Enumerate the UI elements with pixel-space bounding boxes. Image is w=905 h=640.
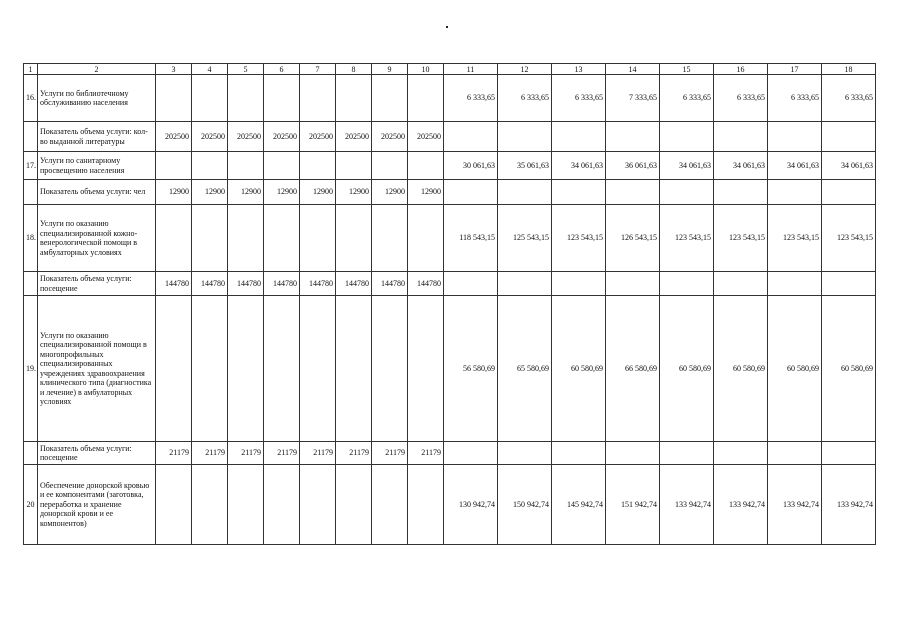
volume-cell <box>408 75 444 122</box>
volume-cell: 202500 <box>228 122 264 152</box>
amount-cell <box>606 272 660 296</box>
amount-cell: 34 061,63 <box>714 152 768 180</box>
header-row <box>24 64 876 75</box>
amount-cell: 118 543,15 <box>444 205 498 272</box>
volume-cell <box>264 205 300 272</box>
volume-cell: 21179 <box>192 442 228 465</box>
volume-cell <box>408 205 444 272</box>
volume-cell: 12900 <box>228 180 264 205</box>
amount-cell <box>822 180 876 205</box>
volume-cell <box>228 296 264 442</box>
amount-cell <box>606 442 660 465</box>
volume-cell: 21179 <box>336 442 372 465</box>
volume-cell <box>300 75 336 122</box>
volume-cell <box>264 75 300 122</box>
volume-cell: 21179 <box>156 442 192 465</box>
volume-cell <box>192 465 228 545</box>
volume-cell <box>336 152 372 180</box>
volume-cell: 202500 <box>300 122 336 152</box>
table-row <box>24 442 876 465</box>
volume-cell <box>408 152 444 180</box>
amount-cell <box>822 442 876 465</box>
amount-cell: 6 333,65 <box>822 75 876 122</box>
service-name-cell: Показатель объема услуги: посещение <box>38 442 156 465</box>
volume-cell: 144780 <box>228 272 264 296</box>
amount-cell: 60 580,69 <box>714 296 768 442</box>
volume-cell <box>156 296 192 442</box>
amount-cell: 36 061,63 <box>606 152 660 180</box>
volume-cell: 12900 <box>300 180 336 205</box>
row-number-cell: 20 <box>24 465 38 545</box>
table-row <box>24 296 876 442</box>
amount-cell: 123 543,15 <box>714 205 768 272</box>
amount-cell <box>552 180 606 205</box>
header-cell: 10 <box>408 64 444 75</box>
amount-cell <box>660 442 714 465</box>
amount-cell <box>714 180 768 205</box>
service-name-cell: Услуги по оказанию специализированной помощи в многопрофильных специализированных учреждениях здравоохранения клинического типа (диагностика и лечение) в амбулаторных условиях <box>38 296 156 442</box>
amount-cell: 123 543,15 <box>660 205 714 272</box>
table-row <box>24 465 876 545</box>
amount-cell: 123 543,15 <box>552 205 606 272</box>
amount-cell: 133 942,74 <box>822 465 876 545</box>
volume-cell <box>192 152 228 180</box>
volume-cell: 144780 <box>372 272 408 296</box>
volume-cell: 21179 <box>408 442 444 465</box>
amount-cell <box>768 122 822 152</box>
amount-cell: 6 333,65 <box>444 75 498 122</box>
amount-cell <box>444 442 498 465</box>
volume-cell <box>408 296 444 442</box>
amount-cell: 60 580,69 <box>768 296 822 442</box>
volume-cell <box>156 465 192 545</box>
amount-cell <box>606 180 660 205</box>
volume-cell <box>372 205 408 272</box>
header-cell: 6 <box>264 64 300 75</box>
header-cell: 15 <box>660 64 714 75</box>
service-name-cell: Показатель объема услуги: кол-во выданной литературы <box>38 122 156 152</box>
header-cell: 1 <box>24 64 38 75</box>
amount-cell: 6 333,65 <box>714 75 768 122</box>
amount-cell <box>606 122 660 152</box>
header-cell: 2 <box>38 64 156 75</box>
volume-cell <box>300 152 336 180</box>
amount-cell: 6 333,65 <box>660 75 714 122</box>
amount-cell <box>768 180 822 205</box>
amount-cell: 56 580,69 <box>444 296 498 442</box>
volume-cell: 12900 <box>264 180 300 205</box>
header-cell: 11 <box>444 64 498 75</box>
volume-cell: 144780 <box>300 272 336 296</box>
volume-cell: 21179 <box>300 442 336 465</box>
amount-cell: 7 333,65 <box>606 75 660 122</box>
volume-cell <box>372 296 408 442</box>
volume-cell: 202500 <box>372 122 408 152</box>
header-cell: 5 <box>228 64 264 75</box>
volume-cell: 21179 <box>372 442 408 465</box>
service-name-cell: Показатель объема услуги: чел <box>38 180 156 205</box>
amount-cell: 34 061,63 <box>822 152 876 180</box>
header-cell: 12 <box>498 64 552 75</box>
amount-cell: 34 061,63 <box>660 152 714 180</box>
amount-cell: 35 061,63 <box>498 152 552 180</box>
volume-cell <box>228 75 264 122</box>
amount-cell: 150 942,74 <box>498 465 552 545</box>
volume-cell <box>264 465 300 545</box>
volume-cell <box>336 205 372 272</box>
volume-cell: 202500 <box>192 122 228 152</box>
amount-cell <box>498 180 552 205</box>
table-row <box>24 272 876 296</box>
amount-cell <box>498 442 552 465</box>
header-cell: 14 <box>606 64 660 75</box>
amount-cell <box>660 272 714 296</box>
amount-cell <box>768 272 822 296</box>
row-number-cell: 16. <box>24 75 38 122</box>
amount-cell <box>714 122 768 152</box>
table-row <box>24 152 876 180</box>
row-number-cell: 17. <box>24 152 38 180</box>
volume-cell <box>300 296 336 442</box>
amount-cell: 123 543,15 <box>768 205 822 272</box>
amount-cell <box>714 442 768 465</box>
row-number-cell <box>24 442 38 465</box>
amount-cell: 133 942,74 <box>660 465 714 545</box>
row-number-cell <box>24 272 38 296</box>
volume-cell <box>228 465 264 545</box>
header-cell: 16 <box>714 64 768 75</box>
volume-cell <box>228 152 264 180</box>
amount-cell: 66 580,69 <box>606 296 660 442</box>
volume-cell <box>192 75 228 122</box>
amount-cell <box>768 442 822 465</box>
volume-cell: 12900 <box>336 180 372 205</box>
amount-cell <box>552 272 606 296</box>
amount-cell: 151 942,74 <box>606 465 660 545</box>
amount-cell: 60 580,69 <box>660 296 714 442</box>
volume-cell <box>228 205 264 272</box>
row-number-cell <box>24 180 38 205</box>
amount-cell: 6 333,65 <box>498 75 552 122</box>
volume-cell: 12900 <box>156 180 192 205</box>
volume-cell <box>300 205 336 272</box>
amount-cell <box>714 272 768 296</box>
amount-cell: 65 580,69 <box>498 296 552 442</box>
volume-cell: 144780 <box>408 272 444 296</box>
amount-cell <box>660 180 714 205</box>
header-cell: 18 <box>822 64 876 75</box>
header-cell: 3 <box>156 64 192 75</box>
volume-cell <box>156 205 192 272</box>
service-name-cell: Услуги по санитарному просвещению населения <box>38 152 156 180</box>
amount-cell <box>444 272 498 296</box>
volume-cell <box>372 465 408 545</box>
table-row <box>24 180 876 205</box>
volume-cell <box>192 296 228 442</box>
table-row <box>24 122 876 152</box>
stray-dot <box>446 26 448 28</box>
amount-cell: 133 942,74 <box>714 465 768 545</box>
row-number-cell: 19. <box>24 296 38 442</box>
volume-cell <box>336 75 372 122</box>
table-row <box>24 75 876 122</box>
amount-cell <box>822 272 876 296</box>
service-name-cell: Услуги по оказанию специализированной кожно-венерологической помощи в амбулаторных условиях <box>38 205 156 272</box>
amount-cell: 125 543,15 <box>498 205 552 272</box>
amount-cell: 6 333,65 <box>552 75 606 122</box>
amount-cell: 145 942,74 <box>552 465 606 545</box>
volume-cell <box>336 296 372 442</box>
row-number-cell: 18. <box>24 205 38 272</box>
amount-cell: 30 061,63 <box>444 152 498 180</box>
volume-cell: 12900 <box>372 180 408 205</box>
header-cell: 9 <box>372 64 408 75</box>
amount-cell <box>444 122 498 152</box>
amount-cell <box>552 442 606 465</box>
header-cell: 4 <box>192 64 228 75</box>
volume-cell: 21179 <box>264 442 300 465</box>
volume-cell: 202500 <box>264 122 300 152</box>
volume-cell: 202500 <box>156 122 192 152</box>
volume-cell: 144780 <box>264 272 300 296</box>
amount-cell: 60 580,69 <box>552 296 606 442</box>
service-name-cell: Обеспечение донорской кровью и ее компонентами (заготовка, переработка и хранение донорской крови и ее компонентов) <box>38 465 156 545</box>
volume-cell: 202500 <box>408 122 444 152</box>
amount-cell: 126 543,15 <box>606 205 660 272</box>
volume-cell: 144780 <box>156 272 192 296</box>
volume-cell: 202500 <box>336 122 372 152</box>
amount-cell <box>552 122 606 152</box>
amount-cell: 6 333,65 <box>768 75 822 122</box>
amount-cell <box>498 122 552 152</box>
row-number-cell <box>24 122 38 152</box>
volume-cell <box>264 152 300 180</box>
amount-cell <box>660 122 714 152</box>
volume-cell: 12900 <box>192 180 228 205</box>
amount-cell: 34 061,63 <box>552 152 606 180</box>
header-cell: 8 <box>336 64 372 75</box>
volume-cell: 12900 <box>408 180 444 205</box>
volume-cell: 21179 <box>228 442 264 465</box>
volume-cell <box>264 296 300 442</box>
amount-cell: 130 942,74 <box>444 465 498 545</box>
volume-cell <box>372 152 408 180</box>
volume-cell: 144780 <box>192 272 228 296</box>
header-cell: 17 <box>768 64 822 75</box>
amount-cell <box>444 180 498 205</box>
amount-cell: 123 543,15 <box>822 205 876 272</box>
volume-cell <box>192 205 228 272</box>
volume-cell <box>408 465 444 545</box>
volume-cell <box>336 465 372 545</box>
budget-table <box>23 63 876 545</box>
service-name-cell: Показатель объема услуги: посещение <box>38 272 156 296</box>
header-cell: 13 <box>552 64 606 75</box>
volume-cell <box>156 75 192 122</box>
volume-cell <box>156 152 192 180</box>
amount-cell: 133 942,74 <box>768 465 822 545</box>
amount-cell <box>822 122 876 152</box>
header-cell: 7 <box>300 64 336 75</box>
amount-cell: 60 580,69 <box>822 296 876 442</box>
table-row <box>24 205 876 272</box>
volume-cell <box>372 75 408 122</box>
amount-cell: 34 061,63 <box>768 152 822 180</box>
volume-cell: 144780 <box>336 272 372 296</box>
amount-cell <box>498 272 552 296</box>
service-name-cell: Услуги по библиотечному обслуживанию населения <box>38 75 156 122</box>
volume-cell <box>300 465 336 545</box>
